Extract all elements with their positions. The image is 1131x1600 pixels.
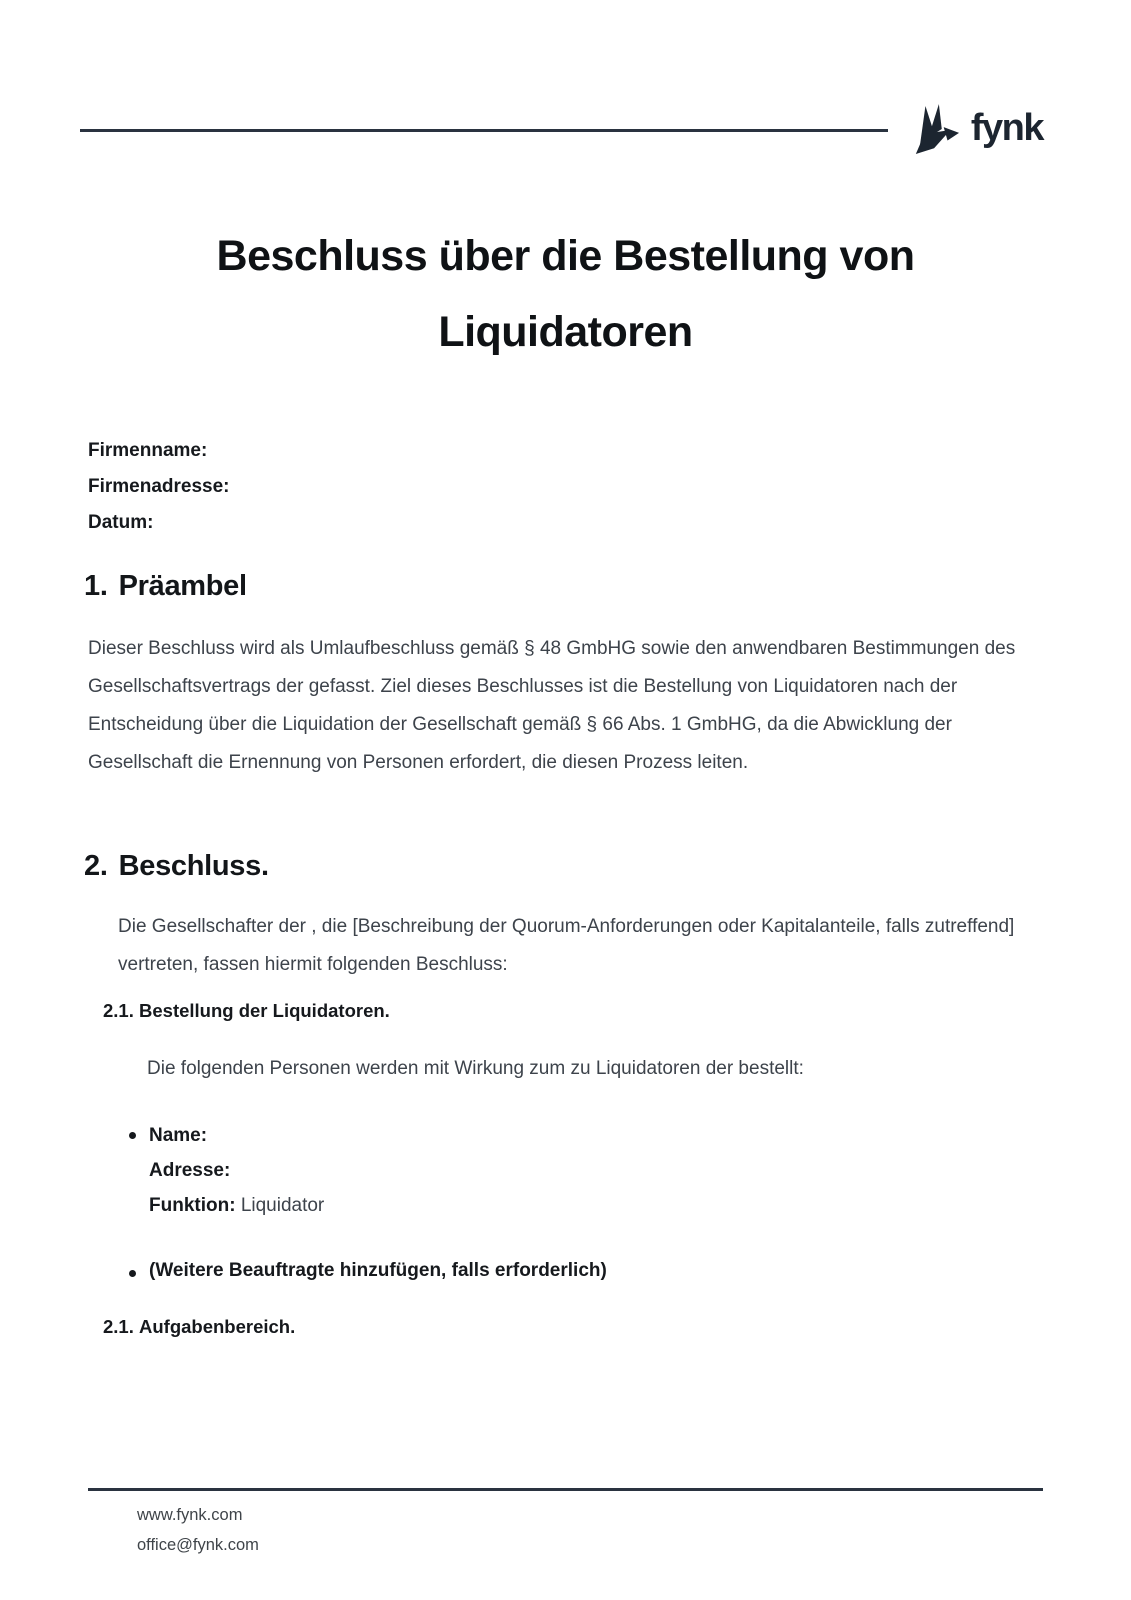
footer-rule <box>88 1488 1043 1491</box>
appointee-address-label: Adresse: <box>149 1160 231 1181</box>
section-2-number: 2. <box>84 850 108 882</box>
title-line-1: Beschluss über die Bestellung von <box>216 232 915 280</box>
bullet-icon <box>129 1270 136 1277</box>
meta-field-firmenname: Firmenname: <box>88 440 208 461</box>
appointee-list-item <box>129 1118 324 1223</box>
section-2-title: Beschluss. <box>118 850 269 882</box>
section-1-number: 1. <box>84 570 108 602</box>
subsection-2-1-aufgabenbereich-heading <box>103 1316 295 1338</box>
appointee-name-line <box>149 1118 324 1153</box>
subsection-2-1-number: 2.1. <box>103 1000 134 1021</box>
meta-field-datum: Datum: <box>88 512 154 533</box>
meta-field-firmenadresse: Firmenadresse: <box>88 476 230 497</box>
header-rule <box>80 129 888 132</box>
subsection-2-1b-title: Aufgabenbereich. <box>139 1316 296 1337</box>
bullet-icon <box>129 1132 136 1139</box>
subsection-2-1b-number: 2.1. <box>103 1316 134 1337</box>
meta-block <box>88 433 230 541</box>
section-1-heading <box>84 570 247 603</box>
appointee-function-line <box>149 1188 324 1223</box>
section-1-paragraph: Dieser Beschluss wird als Umlaufbeschluss gemäß § 48 GmbHG sowie den anwendbaren Bestimmungen des Gesellschaftsvertrags der gefasst. Ziel dieses Beschlusses ist die Bestellung von Liquidatoren nach der Entscheidung über die Liquidation der Gesellschaft gemäß § 66 Abs. 1 GmbHG, da die Abwicklung der Gesellschaft die Ernennung von Personen erfordert, die diesen Prozess leiten. <box>88 638 1016 773</box>
fynk-logo-text: fynk <box>970 107 1043 149</box>
document-title <box>40 218 1091 370</box>
section-1-title: Präambel <box>118 570 247 602</box>
footer-email: office@fynk.com <box>137 1536 259 1554</box>
subsection-2-1-bestellung-heading <box>103 1000 390 1022</box>
title-line-2: Liquidatoren <box>438 308 693 356</box>
fynk-logo <box>912 104 1043 156</box>
appointee-details <box>149 1118 324 1223</box>
appointee-function-label: Funktion: <box>149 1195 236 1216</box>
section-2-intro-paragraph: Die Gesellschafter der , die [Beschreibung der Quorum-Anforderungen oder Kapitalanteile, falls zutreffend] vertreten, fassen hiermit folgenden Beschluss: <box>118 916 1015 975</box>
section-2-heading <box>84 850 269 883</box>
subsection-2-1-paragraph: Die folgenden Personen werden mit Wirkung zum zu Liquidatoren der bestellt: <box>147 1058 804 1079</box>
footer <box>137 1500 259 1560</box>
fynk-crane-icon <box>912 104 960 156</box>
appointee-function-value: Liquidator <box>240 1195 325 1216</box>
appointee-address-line <box>149 1153 324 1188</box>
header <box>80 104 1043 156</box>
footer-website: www.fynk.com <box>137 1506 243 1524</box>
appointee-note: (Weitere Beauftragte hinzufügen, falls erforderlich) <box>149 1260 607 1281</box>
appointee-note-list-item <box>129 1256 607 1285</box>
appointee-name-label: Name: <box>149 1125 208 1146</box>
subsection-2-1-title: Bestellung der Liquidatoren. <box>139 1000 390 1021</box>
